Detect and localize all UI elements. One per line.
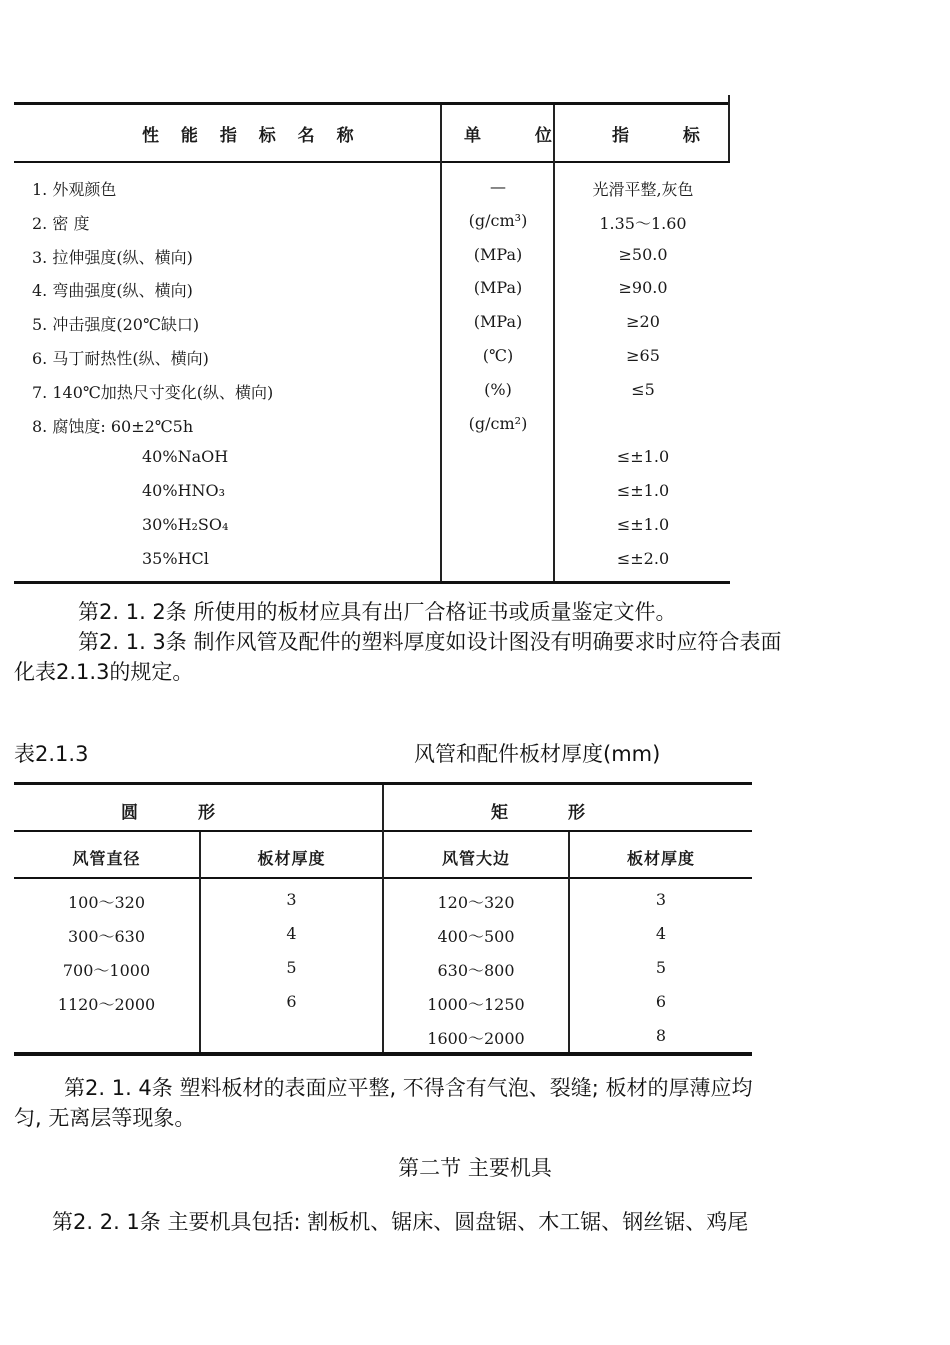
property-unit: (MPa) [473,244,523,264]
property-value: ≥20 [626,312,660,332]
table-header-rule [14,161,730,163]
property-value: ≤±1.0 [616,515,670,534]
property-unit: (%) [484,379,512,399]
table-row [14,408,730,442]
table-row [14,205,730,239]
round-duct-diameter: 700～1000 [62,961,151,980]
property-name: 4. 弯曲强度(纵、横向) [32,281,193,301]
group-header-rect: 矩形 [491,803,645,823]
header-unit: 单 位 [464,126,576,146]
property-value: ≤±1.0 [616,481,670,501]
rect-plate-thickness: 5 [655,958,667,977]
clause-2-1-4-line1: 第2. 1. 4条 塑料板材的表面应平整, 不得含有气泡、裂缝; 板材的厚薄应均 [64,1076,753,1100]
rect-plate-thickness: 8 [655,1026,667,1045]
rect-duct-side: 1600～2000 [427,1029,525,1048]
property-name: 30%H₂SO₄ [142,515,229,534]
round-plate-thickness: 5 [286,958,297,977]
col-header-round-thickness: 板材厚度 [257,849,326,868]
property-unit: (g/cm²) [468,413,528,433]
performance-table [14,95,730,587]
property-unit: (MPa) [473,312,523,332]
clause-2-1-4-line2: 匀, 无离层等现象。 [14,1106,196,1130]
header-property-name: 性 能 指 标 名 称 [142,126,362,146]
clause-2-1-3-line2: 化表2.1.3的规定。 [14,660,194,684]
round-duct-diameter: 300～630 [67,927,146,946]
col-header-rect-side: 风管大边 [441,849,510,868]
property-value: ≥90.0 [618,278,668,298]
table-row [14,475,730,509]
table-number: 表2.1.3 [14,742,89,766]
table-row [14,272,730,306]
property-value: ≥65 [626,346,660,365]
rect-duct-side: 120～320 [437,893,515,912]
property-name: 2. 密 度 [32,213,90,233]
table-row [14,374,730,408]
property-name: 40%NaOH [142,447,229,467]
property-value: ≤±1.0 [616,447,670,467]
property-value: ≤±2.0 [616,548,670,568]
property-unit: (℃) [482,346,514,365]
col-header-rect-thickness: 板材厚度 [626,849,695,868]
property-name: 7. 140℃加热尺寸变化(纵、横向) [32,382,274,402]
property-name: 3. 拉伸强度(纵、横向) [32,247,193,267]
rect-duct-side: 1000～1250 [427,995,525,1014]
rect-duct-side: 400～500 [437,927,515,946]
table-row [14,441,730,475]
property-name: 5. 冲击强度(20℃缺口) [32,315,200,335]
property-unit: (g/cm³) [468,210,528,230]
round-plate-thickness: 4 [286,924,297,943]
table-title: 风管和配件板材厚度(mm) [414,742,661,766]
property-unit: (MPa) [473,278,523,298]
clause-2-1-2: 第2. 1. 2条 所使用的板材应具有出厂合格证书或质量鉴定文件。 [78,600,677,624]
property-name: 8. 腐蚀度: 60±2℃5h [32,416,194,436]
property-value: ≤5 [631,379,655,399]
table-top-rule [14,102,730,105]
rect-plate-thickness: 4 [655,924,667,943]
col-header-round-diameter: 风管直径 [72,849,141,868]
clause-2-1-3-line1: 第2. 1. 3条 制作风管及配件的塑料厚度如设计图没有明确要求时应符合表面 [78,630,782,654]
table-row [14,239,730,273]
property-name: 35%HCl [142,548,209,568]
round-duct-diameter: 1120～2000 [57,995,156,1014]
table-row [14,543,730,577]
property-value: 光滑平整,灰色 [592,180,694,199]
table-row [14,340,730,374]
property-name: 1. 外观颜色 [32,180,117,199]
property-value: 1.35～1.60 [599,213,687,233]
group-header-round: 圆形 [121,803,275,823]
table-row [14,306,730,340]
property-value: ≥50.0 [618,244,668,264]
property-name: 6. 马丁耐热性(纵、横向) [32,349,209,368]
table-bottom-rule [14,1052,752,1056]
round-plate-thickness: 6 [286,992,297,1011]
section-heading: 第二节 主要机具 [398,1156,552,1180]
table-row [14,509,730,543]
clause-2-2-1: 第2. 2. 1条 主要机具包括: 割板机、锯床、圆盘锯、木工锯、钢丝锯、鸡尾 [52,1210,749,1234]
round-duct-diameter: 100～320 [67,893,146,912]
column-divider [728,95,730,161]
table-bottom-rule [14,581,730,584]
thickness-table [14,782,752,1058]
property-name: 40%HNO₃ [142,481,226,501]
round-plate-thickness: 3 [286,890,297,909]
rect-plate-thickness: 6 [655,992,667,1011]
property-unit: — [490,177,506,196]
rect-plate-thickness: 3 [655,890,667,909]
rect-duct-side: 630～800 [437,961,515,980]
header-index: 指 标 [612,126,724,146]
table-row [14,171,730,205]
